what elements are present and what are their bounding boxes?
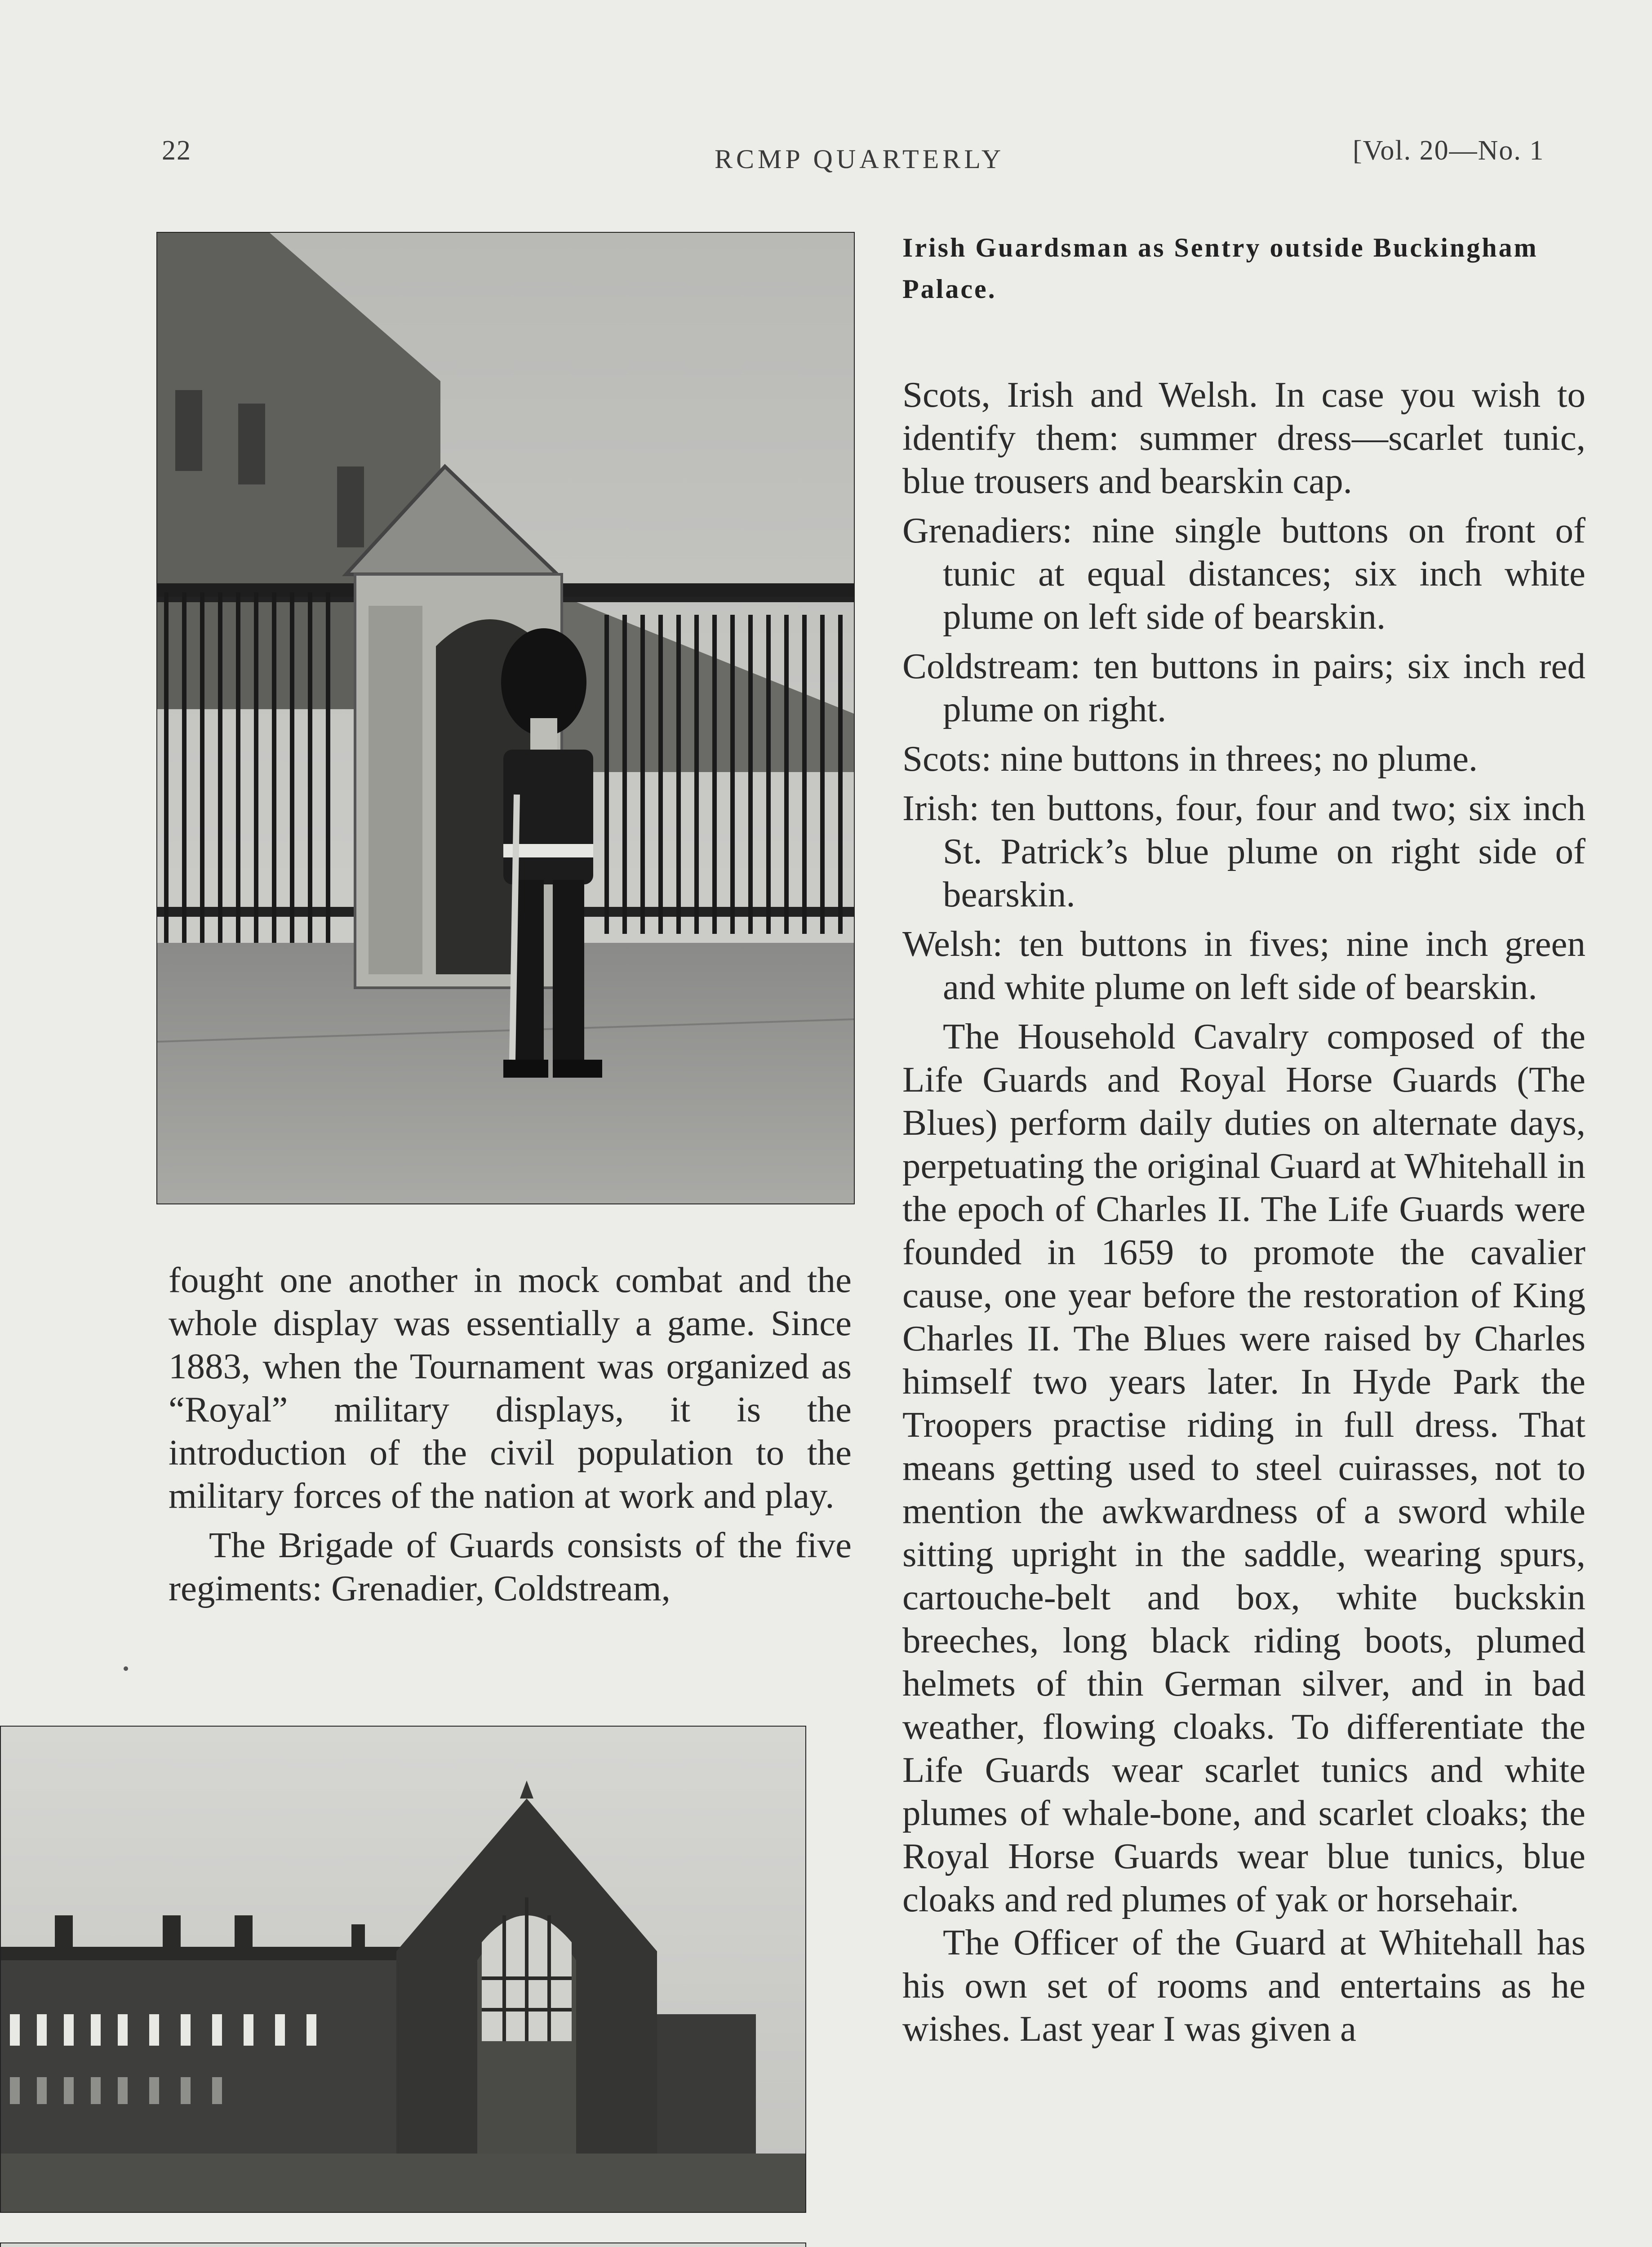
- buckingham-photo: [0, 2243, 806, 2247]
- ink-speck: [124, 1666, 128, 1671]
- regiment-scots: Scots: nine buttons in threes; no plume.: [902, 738, 1478, 779]
- cavalry-paragraph: The Household Cavalry composed of the Life Guards and Royal Horse Guards (The Blues) perform daily duties on alternate days, perpetuating the original Guard at Whitehall in the epoch of Charles II. The Life Guards were founded in 1659 to promote the cavalier cause, one year before the restoration of King Charles II. The Blues were raised by Charles himself two years later. In Hyde Park the Troopers practise riding in full dress. That means getting used to steel cuirasses, not to mention the awkwardness of a sword while sitting upright in the saddle, wearing spurs, cartouche-belt and box, white buckskin breeches, long black riding boots, plumed helmets of thin German silver, and in bad weather, flowing cloaks. To differentiate the Life Guards wear scarlet tunics and white plumes of whale-bone, and scarlet cloaks; the Royal Horse Guards wear blue tunics, blue cloaks and red plumes of yak or horsehair.: [902, 1016, 1585, 1919]
- running-header: [0, 135, 1652, 189]
- regiment-grenadiers: Grenadiers: nine single buttons on front of tunic at equal distances; six inch white plume on left side of bearskin.: [902, 510, 1585, 637]
- regiment-irish: Irish: ten buttons, four, four and two; six inch St. Patrick’s blue plume on right side of bearskin.: [902, 788, 1585, 915]
- tournament-paragraph: fought one another in mock combat and the whole display was essentially a game. Since 1883, when the Tournament was organized as “Royal” military displays, it is the introduction of the civil population to the military forces of the nation at work and play.: [169, 1260, 852, 1516]
- holyrood-photo: [0, 1726, 806, 2213]
- volume-label: [Vol. 20—No. 1: [1353, 135, 1545, 166]
- regiment-coldstream: Coldstream: ten buttons in pairs; six inch red plume on right.: [902, 646, 1585, 729]
- left-column: [169, 1258, 852, 1610]
- journal-title: RCMP QUARTERLY: [715, 144, 1005, 174]
- officer-paragraph: The Officer of the Guard at Whitehall has his own set of rooms and entertains as he wishes. Last year I was given a: [902, 1922, 1585, 2049]
- brigade-paragraph: The Brigade of Guards consists of the five regiments: Grenadier, Coldstream,: [169, 1525, 852, 1608]
- regiment-welsh: Welsh: ten buttons in fives; nine inch green and white plume on left side of bearskin.: [902, 924, 1585, 1007]
- intro-paragraph: Scots, Irish and Welsh. In case you wish to identify them: summer dress—scarlet tunic, blue trousers and bearskin cap.: [902, 374, 1585, 501]
- right-column: [902, 373, 1585, 2050]
- guardsman-caption: Irish Guardsman as Sentry outside Buckingham Palace.: [902, 233, 1538, 304]
- guardsman-photo: [156, 232, 855, 1204]
- page-number: 22: [162, 135, 191, 166]
